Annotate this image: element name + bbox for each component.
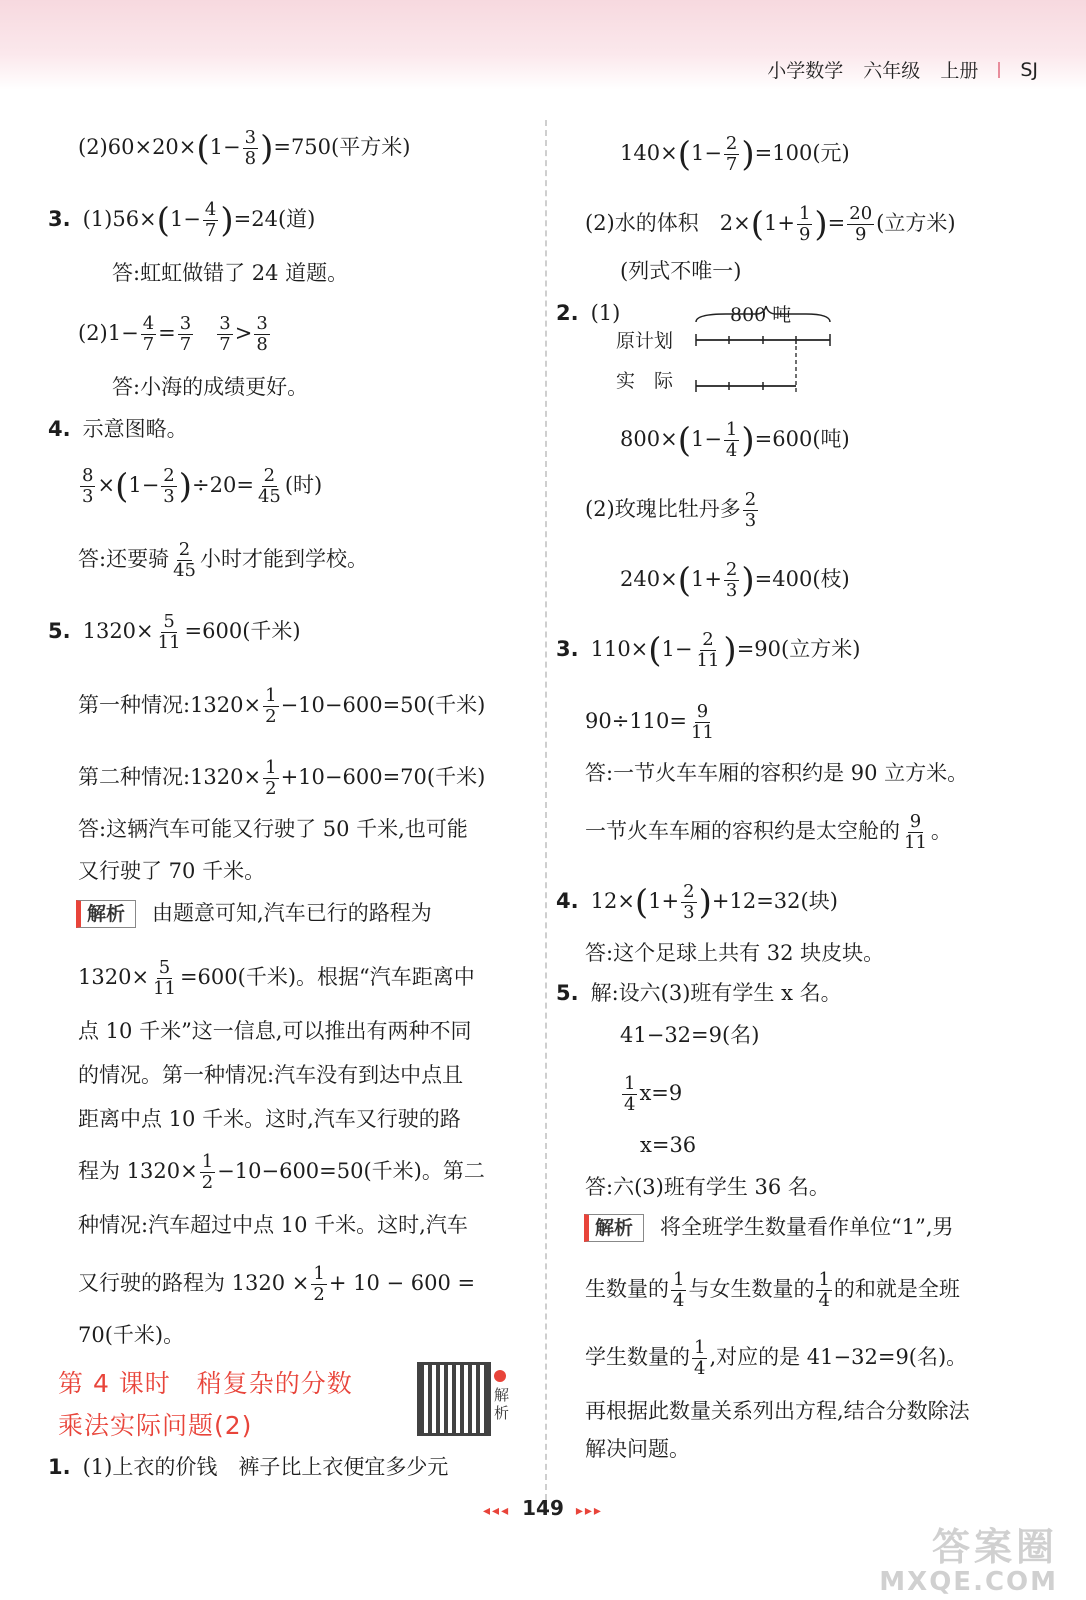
qr-code[interactable]	[420, 1365, 488, 1433]
play-icon	[494, 1370, 506, 1382]
header-volume: 上册	[940, 60, 979, 82]
left-analysis-line5: 距离中点 10 千米。这时,汽车又行驶的路	[78, 1107, 461, 1131]
left-q4: 4. 示意图略。	[48, 417, 188, 441]
lesson-title-line2: 乘法实际问题(2)	[58, 1411, 253, 1440]
analysis-tag: 解析	[584, 1214, 644, 1242]
right-q2: 2. (1)	[556, 301, 621, 325]
right-q4-answer: 答:这个足球上共有 32 块皮块。	[585, 941, 885, 965]
next-arrows-icon: ▸▸▸	[575, 1503, 603, 1519]
diagram-plan-label: 原计划	[616, 330, 674, 352]
column-divider	[545, 120, 547, 1500]
right-analysis-line2: 生数量的 $\frac{1}{4}$ 与女生数量的 $\frac{1}{4}$ 的和就是全班	[585, 1269, 960, 1311]
right-analysis-line5: 解决问题。	[585, 1437, 690, 1461]
right-q1-cont: 140×(1− $\frac{2}{7}$ )=100(元)	[620, 133, 850, 175]
right-q5-answer: 答:六(3)班有学生 36 名。	[585, 1175, 830, 1199]
watermark: 答案圈 MXQE.COM	[879, 1525, 1058, 1597]
prev-arrows-icon: ◂◂◂	[483, 1503, 511, 1519]
left-analysis-line8: 又行驶的路程为 1320 × $\frac{1}{2}$ + 10 − 600 =	[78, 1263, 476, 1305]
qr-analysis-label[interactable]: 解析	[494, 1368, 516, 1422]
diagram-actual-label: 实 际	[616, 370, 674, 392]
left-analysis-line4: 的情况。第一种情况:汽车没有到达中点且	[78, 1063, 464, 1087]
right-q3: 3. 110×(1− $\frac{2}{11}$ )=90(立方米)	[556, 629, 861, 671]
lesson-title-line1: 第 4 课时 稍复杂的分数	[58, 1369, 353, 1398]
right-q4: 4. 12×(1+ $\frac{2}{3}$ )+12=32(块)	[556, 881, 838, 923]
header-edition: SJ	[1020, 58, 1038, 81]
header-grade: 六年级	[863, 60, 921, 82]
left-q3-part2: (2)1− $\frac{4}{7}$ = $\frac{3}{7}$ $\frac{3}{7}$ > $\frac{3}{8}$	[78, 313, 268, 355]
right-q2-part2: (2)玫瑰比牡丹多 $\frac{2}{3}$	[585, 489, 757, 531]
left-q5-case1: 第一种情况:1320× $\frac{1}{2}$ −10−600=50(千米)	[78, 685, 486, 727]
left-q2-part2: (2)60×20×(1− $\frac{3}{8}$ )=750(平方米)	[78, 127, 411, 169]
diagram-total-label: 800 吨	[730, 304, 792, 326]
left-q3-answer2: 答:小海的成绩更好。	[112, 375, 309, 399]
right-q2-part2-equation: 240×(1+ $\frac{2}{3}$ )=400(枝)	[620, 559, 850, 601]
right-analysis-line1: 解析 将全班学生数量看作单位“1”,男	[584, 1212, 954, 1242]
left-analysis-line9: 70(千米)。	[78, 1323, 185, 1347]
left-q3-part1: 3. (1)56×(1− $\frac{4}{7}$ )=24(道)	[48, 199, 316, 241]
right-q1-part2: (2)水的体积 2×(1+ $\frac{1}{9}$ )= $\frac{20}{9}$ (立方米)	[585, 203, 956, 245]
left-analysis-line7: 种情况:汽车超过中点 10 千米。这时,汽车	[78, 1213, 468, 1237]
left-analysis-line6: 程为 1320× $\frac{1}{2}$ −10−600=50(千米)。第二	[78, 1151, 485, 1193]
header-subject: 小学数学	[767, 60, 844, 82]
page-header	[767, 56, 1038, 83]
left-q5-answer-line1: 答:这辆汽车可能又行驶了 50 千米,也可能	[78, 817, 468, 841]
right-q3-answer1: 答:一节火车车厢的容积约是 90 立方米。	[585, 761, 969, 785]
right-note: (列式不唯一)	[620, 259, 742, 283]
header-separator	[998, 62, 1000, 78]
line-segment-diagram	[616, 300, 846, 400]
right-analysis-line4: 再根据此数量关系列出方程,结合分数除法	[585, 1399, 970, 1423]
analysis-tag: 解析	[76, 900, 136, 928]
right-q2-equation: 800×(1− $\frac{1}{4}$ )=600(吨)	[620, 419, 850, 461]
diagram-lines	[616, 300, 846, 400]
left-lesson-q1: 1. (1)上衣的价钱 裤子比上衣便宜多少元	[48, 1455, 449, 1479]
right-q5-step2: $\frac{1}{4}$ x=9	[624, 1073, 683, 1115]
left-analysis-line2: 1320× $\frac{5}{11}$ =600(千米)。根据“汽车距离中	[78, 957, 475, 999]
left-q3-answer1: 答:虹虹做错了 24 道题。	[112, 261, 349, 285]
left-q5-case2: 第二种情况:1320× $\frac{1}{2}$ +10−600=70(千米)	[78, 757, 486, 799]
left-analysis-line3: 点 10 千米”这一信息,可以推出有两种不同	[78, 1019, 472, 1043]
page-number: 149	[522, 1496, 564, 1520]
right-analysis-line3: 学生数量的 $\frac{1}{4}$ ,对应的是 41−32=9(名)。	[585, 1337, 968, 1379]
right-q5: 5. 解:设六(3)班有学生 x 名。	[556, 981, 842, 1005]
left-q4-answer: 答:还要骑 $\frac{2}{45}$ 小时才能到学校。	[78, 539, 368, 581]
brace-top	[696, 306, 830, 322]
right-q3-answer2: 一节火车车厢的容积约是太空舱的 $\frac{9}{11}$ 。	[585, 811, 952, 853]
left-q5-answer-line2: 又行驶了 70 千米。	[78, 859, 266, 883]
right-q5-step1: 41−32=9(名)	[620, 1023, 760, 1047]
right-q3-ratio: 90÷110= $\frac{9}{11}$	[585, 701, 714, 743]
left-q4-equation: $\frac{8}{3}$ ×(1− $\frac{2}{3}$ )÷20= $\frac{2}{45}$ (时)	[82, 465, 323, 507]
left-q5: 5. 1320× $\frac{5}{11}$ =600(千米)	[48, 611, 301, 653]
left-analysis-line1: 解析 由题意可知,汽车已行的路程为	[76, 898, 432, 928]
right-q5-step3: x=36	[640, 1133, 697, 1157]
